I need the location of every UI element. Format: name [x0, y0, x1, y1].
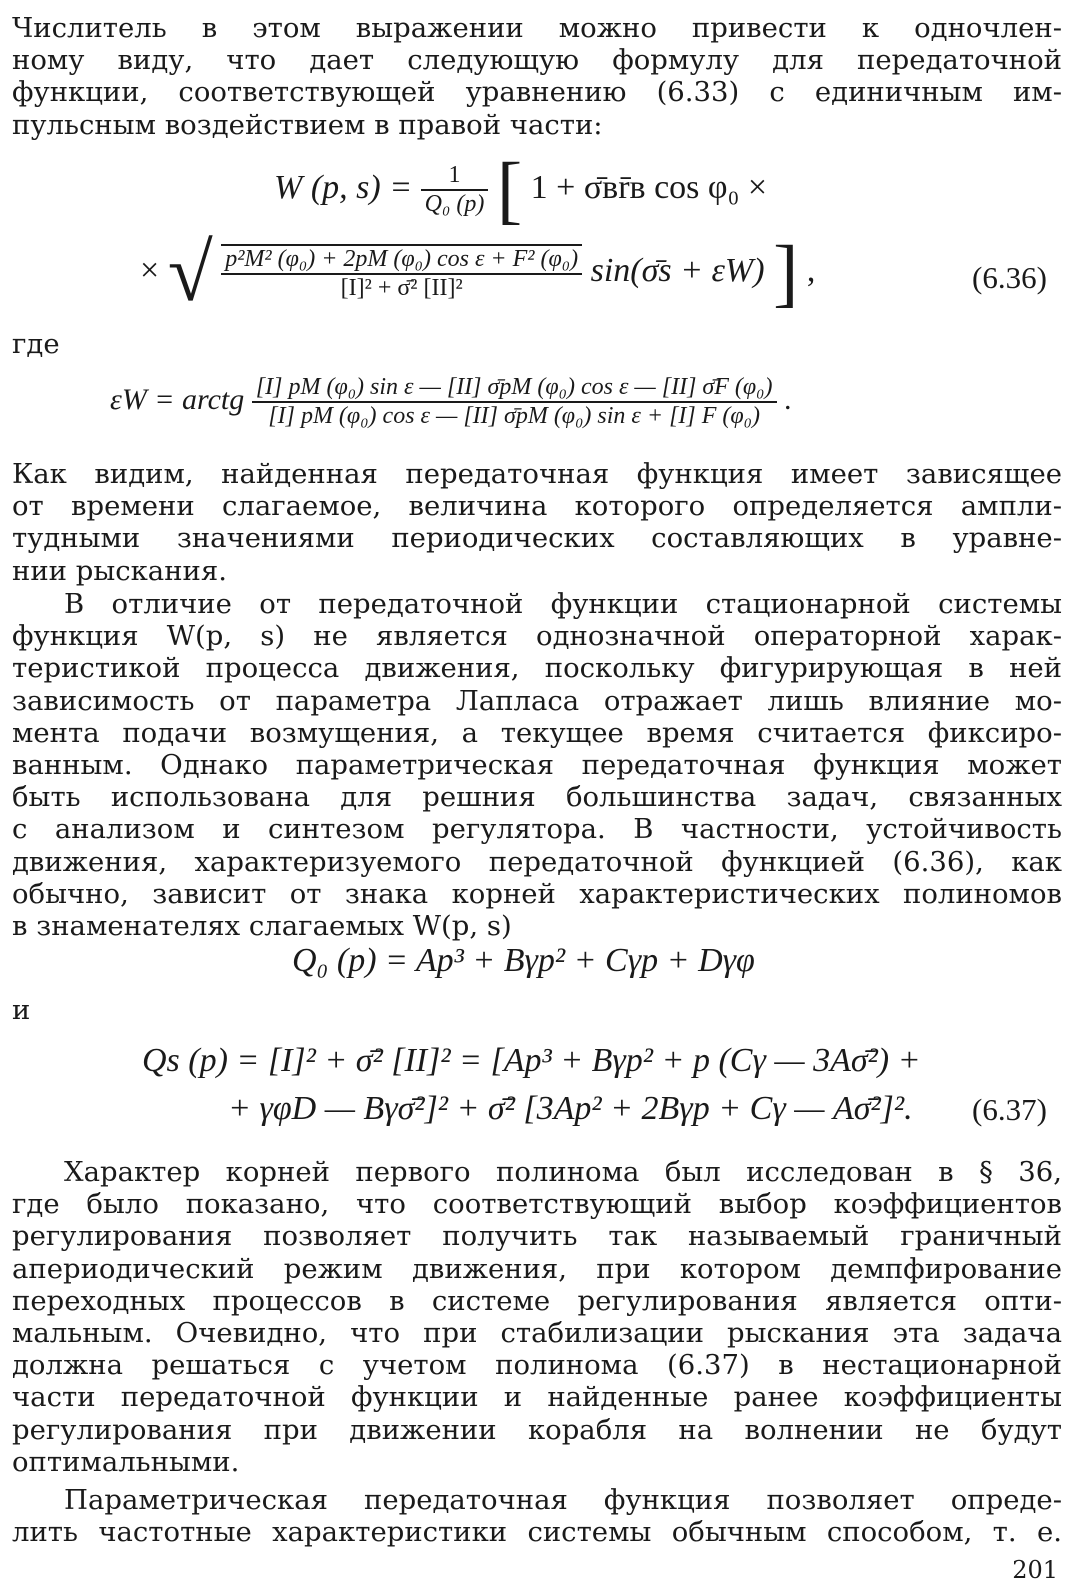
- paragraph-3: [12, 588, 1062, 942]
- text-line: функции, соответствующей уравнению (6.33) с единичным им-: [12, 76, 1062, 109]
- sqrt-sign: √: [167, 227, 213, 318]
- and-label: и: [12, 994, 31, 1026]
- equation-q0: Q₀ (p) = Ap³ + Bγp² + Cγp + Dγφ: [292, 942, 755, 979]
- equation-6-36-line-2: [140, 227, 816, 318]
- text-line: Числитель в этом выражении можно привести к одночлен-: [12, 12, 1062, 44]
- paragraph-5: [12, 1484, 1062, 1548]
- fraction: [421, 162, 489, 218]
- text-line: В отличие от передаточной функции стационарной системы: [64, 588, 1062, 620]
- equation-6-37-line-1: Qs (p) = [I]² + σ̄² [II]² = [Ap³ + Bγp² + p (Cγ — 3Aσ̄²) +: [142, 1042, 921, 1079]
- text-line: ному виду, что дает следующую формулу для передаточной: [12, 44, 1062, 77]
- fraction-numerator: [I] pM (φ₀) sin ε — [II] σ̄pM (φ₀) cos ε — [II] σ̄F (φ₀): [252, 374, 777, 403]
- close-bracket: ]: [773, 231, 799, 315]
- text-line: тудными значениями периодических составляющих в уравне-: [12, 522, 1062, 555]
- text-line: движения, характеризуемого передаточной функцией (6.36), как: [12, 845, 1062, 878]
- equation-punct: .: [784, 382, 792, 416]
- text-line: регулирования при движении корабля на волнении не будут: [12, 1413, 1062, 1446]
- fraction-denominator: Q₀ (p): [424, 191, 485, 217]
- equation-number: (6.36): [972, 260, 1047, 295]
- text-line: где было показано, что соответствующий выбор коэффициентов: [12, 1188, 1062, 1221]
- equation-lhs: W (p, s) =: [274, 168, 413, 206]
- text-line: оптимальными.: [12, 1445, 240, 1478]
- text-line: теристикой процесса движения, поскольку фигурирующая в ней: [12, 652, 1062, 685]
- text-line: лить частотные характеристики системы обычным способом, т. е.: [12, 1516, 1062, 1549]
- fraction: [252, 374, 777, 430]
- text-line: Параметрическая передаточная функция позволяет опреде-: [64, 1484, 1062, 1516]
- text-line: мента подачи возмущения, а текущее время считается фиксиро-: [12, 716, 1062, 749]
- text-line: зависимость от параметра Лапласа отражает лишь влияние мо-: [12, 684, 1062, 717]
- text-line: части передаточной функции и найденные ранее коэффициенты: [12, 1381, 1062, 1414]
- text-line: апериодический режим движения, при котором демпфирование: [12, 1252, 1062, 1285]
- fraction-numerator: p²M² (φ₀) + 2pM (φ₀) cos ε + F² (φ₀): [221, 246, 582, 275]
- text-line: быть использована для решния большинства задач, связанных: [12, 781, 1062, 814]
- equation-lhs: εW = arctg: [110, 382, 245, 416]
- text-line: от времени слагаемое, величина которого определяется ампли-: [12, 490, 1062, 523]
- text-line: в знаменателях слагаемых W(p, s): [12, 910, 512, 943]
- text-line: ванным. Однако параметрическая передаточная функция может: [12, 749, 1062, 782]
- text-line: функция W(p, s) не является однозначной операторной харак-: [12, 620, 1062, 653]
- equation-term: 1 + σ̄вr̄в cos φ₀ ×: [530, 168, 768, 206]
- times-sign: ×: [140, 251, 160, 289]
- text-line: обычно, зависит от знака корней характеристических полиномов: [12, 877, 1062, 910]
- open-bracket: [: [496, 148, 523, 232]
- text-line: пульсным воздействием в правой части:: [12, 108, 603, 141]
- paragraph-1: [12, 12, 1062, 141]
- fraction-denominator: [I]² + σ̄² [II]²: [340, 275, 463, 301]
- text-line: регулирования позволяет получить так называемый граничный: [12, 1220, 1062, 1253]
- page-number: 201: [1012, 1556, 1058, 1584]
- text-line: с анализом и синтезом регулятора. В частности, устойчивость: [12, 813, 1062, 846]
- text-line: должна решаться с учетом полинома (6.37) в нестационарной: [12, 1349, 1062, 1382]
- sqrt-fraction: [221, 244, 582, 302]
- text-line: мальным. Очевидно, что при стабилизации рыскания эта задача: [12, 1317, 1062, 1350]
- text-line: Характер корней первого полинома был исследован в § 36,: [64, 1156, 1062, 1188]
- equation-epsilon-w: [110, 374, 792, 430]
- equation-6-36-line-1: [274, 148, 768, 232]
- equation-number: (6.37): [972, 1092, 1047, 1127]
- fraction-numerator: 1: [421, 162, 489, 191]
- sine-term: sin(σ̄s + εW): [590, 251, 765, 289]
- text-line: переходных процессов в системе регулирования является опти-: [12, 1284, 1062, 1317]
- paragraph-2: [12, 458, 1062, 587]
- fraction-denominator: [I] pM (φ₀) cos ε — [II] σ̄pM (φ₀) sin ε + [I] F (φ₀): [268, 403, 761, 429]
- paragraph-4: [12, 1156, 1062, 1478]
- text-line: нии рыскания.: [12, 554, 227, 587]
- equation-6-37-line-2: + γφD — Bγσ̄²]² + σ̄² [3Ap² + 2Bγp + Cγ — Aσ̄²]².: [228, 1090, 913, 1127]
- text-line: Как видим, найденная передаточная функция имеет зависящее: [12, 458, 1062, 490]
- where-label: где: [12, 328, 60, 360]
- equation-punct: ,: [806, 251, 816, 289]
